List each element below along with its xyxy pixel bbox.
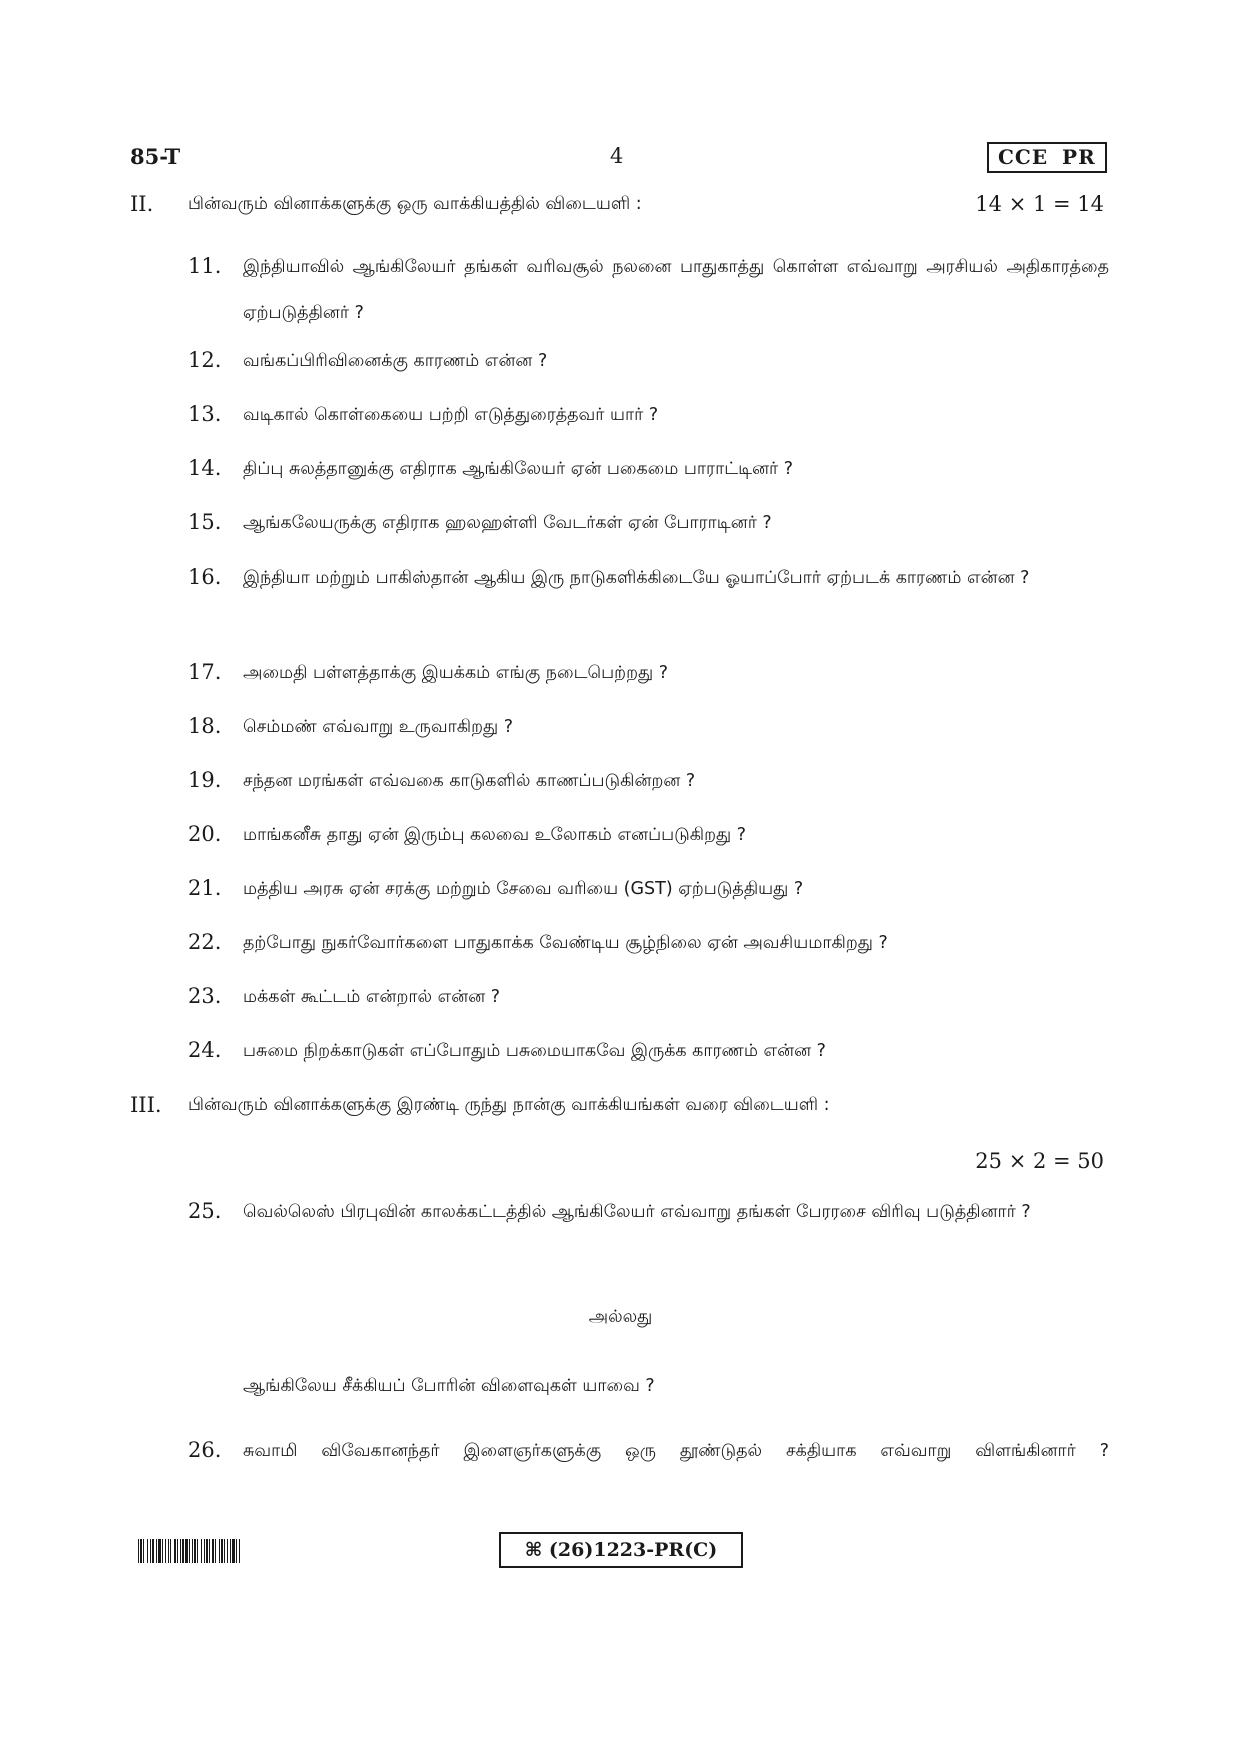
question-number: 25. [188,1199,222,1223]
question-number: 20. [188,822,222,846]
barcode-bar [240,1539,241,1563]
section-instruction: பின்வரும் வினாக்களுக்கு ஒரு வாக்கியத்தில் விடையளி : [188,194,642,214]
question-number: 19. [188,768,222,792]
section-number: III. [130,1093,162,1117]
question-number: 14. [188,456,222,480]
barcode [138,1539,364,1563]
question-number: 11. [188,254,222,278]
question-number: 22. [188,930,222,954]
paper-code: 85-T [130,144,181,169]
question-text: இந்தியாவில் ஆங்கிலேயர் தங்கள் வரிவசூல் நலனை பாதுகாத்து கொள்ள எவ்வாறு அரசியல் அதிகாரத்தை ஏற்படுத்தினர் ? [243,257,1109,323]
footer-code-box: ⌘ (26)1223-PR(C) [499,1532,743,1568]
question-text: வங்கப்பிரிவினைக்கு காரணம் என்ன ? [243,351,548,371]
question-text: சந்தன மரங்கள் எவ்வகை காடுகளில் காணப்படுகின்றன ? [243,771,696,791]
question-number: 21. [188,876,222,900]
question-number: 12. [188,348,222,372]
question-text: வடிகால் கொள்கையை பற்றி எடுத்துரைத்தவர் யார் ? [243,405,659,425]
question-text: மக்கள் கூட்டம் என்றால் என்ன ? [243,987,501,1007]
section-instruction: பின்வரும் வினாக்களுக்கு இரண்டி ருந்து நான்கு வாக்கியங்கள் வரை விடையளி : [188,1095,830,1115]
question-text: திப்பு சுலத்தானுக்கு எதிராக ஆங்கிலேயர் ஏன் பகைமை பாராட்டினர் ? [243,459,794,479]
question-number: 17. [188,660,222,684]
question-text: மத்திய அரசு ஏன் சரக்கு மற்றும் சேவை வரியை (GST) ஏற்படுத்தியது ? [243,879,804,899]
question-text: மாங்கனீசு தாது ஏன் இரும்பு கலவை உலோகம் எனப்படுகிறது ? [243,825,747,845]
question-number: 26. [188,1438,222,1462]
question-text: அமைதி பள்ளத்தாக்கு இயக்கம் எங்கு நடைபெற்றது ? [243,663,669,683]
question-text: பசுமை நிறக்காடுகள் எப்போதும் பசுமையாகவே இருக்க காரணம் என்ன ? [243,1041,826,1061]
question-number: 24. [188,1038,222,1062]
question-text: தற்போது நுகர்வோர்களை பாதுகாக்க வேண்டிய சூழ்நிலை ஏன் அவசியமாகிறது ? [243,933,888,953]
question-number: 23. [188,984,222,1008]
section-number: II. [130,192,154,216]
or-separator: அல்லது [588,1307,653,1327]
section-marks: 25 × 2 = 50 [975,1149,1104,1173]
question-alt-text: ஆங்கிலேய சீக்கியப் போரின் விளைவுகள் யாவை ? [243,1376,655,1396]
question-number: 18. [188,714,222,738]
question-text: இந்தியா மற்றும் பாகிஸ்தான் ஆகிய இரு நாடுகளிக்கிடையே ஓயாப்போர் ஏற்படக் காரணம் என்ன ? [243,568,1030,588]
section-marks: 14 × 1 = 14 [975,192,1104,216]
question-number: 16. [188,565,222,589]
question-text: சுவாமி விவேகானந்தர் இளைஞர்களுக்கு ஒரு தூண்டுதல் சக்தியாக எவ்வாறு விளங்கினார் ? [243,1441,1109,1461]
question-text: செம்மண் எவ்வாறு உருவாகிறது ? [243,717,514,737]
page-number: 4 [610,144,624,168]
question-number: 15. [188,510,222,534]
question-text: வெல்லெஸ் பிரபுவின் காலக்கட்டத்தில் ஆங்கிலேயர் எவ்வாறு தங்கள் பேரரசை விரிவு படுத்தினார் ? [243,1202,1031,1222]
question-number: 13. [188,402,222,426]
question-text: ஆங்கலேயருக்கு எதிராக ஹலஹள்ளி வேடர்கள் ஏன் போராடினர் ? [243,513,772,533]
exam-type-box: CCE PR [987,142,1107,173]
